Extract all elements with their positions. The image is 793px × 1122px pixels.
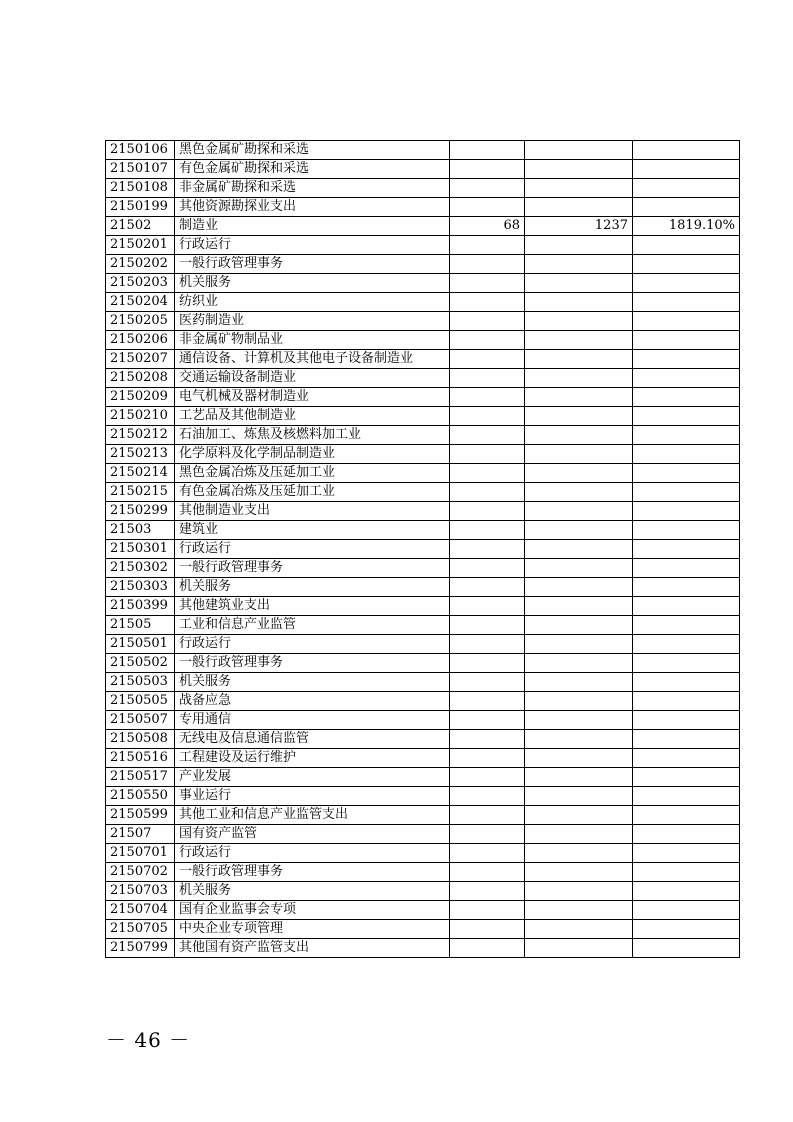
name-cell: 战备应急 (175, 692, 450, 711)
value-cell-1 (450, 407, 525, 426)
name-cell: 国有资产监管 (175, 825, 450, 844)
table-row (106, 141, 740, 160)
value-cell-2 (525, 312, 633, 331)
code-cell: 21503 (106, 521, 175, 540)
table-row (106, 711, 740, 730)
value-cell-3 (633, 179, 740, 198)
code-cell: 2150213 (106, 445, 175, 464)
table-row (106, 559, 740, 578)
code-cell: 2150205 (106, 312, 175, 331)
name-cell: 一般行政管理事务 (175, 654, 450, 673)
value-cell-3 (633, 730, 740, 749)
value-cell-3 (633, 369, 740, 388)
value-cell-2 (525, 559, 633, 578)
table-row (106, 483, 740, 502)
value-cell-1 (450, 882, 525, 901)
value-cell-2 (525, 483, 633, 502)
code-cell: 2150599 (106, 806, 175, 825)
table-row (106, 825, 740, 844)
name-cell: 通信设备、计算机及其他电子设备制造业 (175, 350, 450, 369)
value-cell-2 (525, 331, 633, 350)
value-cell-1 (450, 369, 525, 388)
value-cell-2 (525, 502, 633, 521)
value-cell-3 (633, 407, 740, 426)
name-cell: 纺织业 (175, 293, 450, 312)
table-row (106, 578, 740, 597)
code-cell: 2150210 (106, 407, 175, 426)
name-cell: 电气机械及器材制造业 (175, 388, 450, 407)
code-cell: 2150517 (106, 768, 175, 787)
value-cell-1 (450, 692, 525, 711)
value-cell-2 (525, 445, 633, 464)
value-cell-2 (525, 540, 633, 559)
table-row (106, 445, 740, 464)
name-cell: 机关服务 (175, 578, 450, 597)
code-cell: 2150301 (106, 540, 175, 559)
value-cell-2 (525, 198, 633, 217)
table-row (106, 806, 740, 825)
code-cell: 2150202 (106, 255, 175, 274)
table-row (106, 920, 740, 939)
value-cell-3 (633, 673, 740, 692)
value-cell-1 (450, 350, 525, 369)
code-cell: 2150516 (106, 749, 175, 768)
table-row (106, 540, 740, 559)
value-cell-1 (450, 388, 525, 407)
value-cell-2 (525, 749, 633, 768)
code-cell: 2150208 (106, 369, 175, 388)
code-cell: 2150302 (106, 559, 175, 578)
name-cell: 中央企业专项管理 (175, 920, 450, 939)
value-cell-2 (525, 863, 633, 882)
table-row (106, 692, 740, 711)
value-cell-2 (525, 825, 633, 844)
name-cell: 事业运行 (175, 787, 450, 806)
table-row (106, 350, 740, 369)
value-cell-2 (525, 578, 633, 597)
name-cell: 行政运行 (175, 844, 450, 863)
value-cell-3 (633, 293, 740, 312)
name-cell: 其他制造业支出 (175, 502, 450, 521)
table-row (106, 597, 740, 616)
value-cell-3 (633, 464, 740, 483)
page-number: － 46 － (106, 1028, 191, 1052)
value-cell-1 (450, 141, 525, 160)
value-cell-3 (633, 863, 740, 882)
table-row (106, 844, 740, 863)
value-cell-2 (525, 768, 633, 787)
table-row (106, 198, 740, 217)
table-row (106, 369, 740, 388)
value-cell-3 (633, 521, 740, 540)
value-cell-3 (633, 578, 740, 597)
table-row (106, 749, 740, 768)
value-cell-3 (633, 654, 740, 673)
value-cell-2 (525, 616, 633, 635)
value-cell-2 (525, 521, 633, 540)
code-cell: 2150107 (106, 160, 175, 179)
value-cell-3 (633, 540, 740, 559)
value-cell-3: 1819.10% (633, 217, 740, 236)
value-cell-3 (633, 711, 740, 730)
table-row (106, 464, 740, 483)
value-cell-3 (633, 806, 740, 825)
table-row (106, 217, 740, 236)
name-cell: 制造业 (175, 217, 450, 236)
name-cell: 有色金属矿勘探和采选 (175, 160, 450, 179)
code-cell: 2150503 (106, 673, 175, 692)
value-cell-3 (633, 331, 740, 350)
value-cell-1 (450, 787, 525, 806)
name-cell: 行政运行 (175, 540, 450, 559)
value-cell-3 (633, 844, 740, 863)
value-cell-2 (525, 407, 633, 426)
table-row (106, 388, 740, 407)
value-cell-1 (450, 559, 525, 578)
value-cell-3 (633, 312, 740, 331)
value-cell-1 (450, 730, 525, 749)
value-cell-3 (633, 939, 740, 958)
code-cell: 2150203 (106, 274, 175, 293)
value-cell-2 (525, 255, 633, 274)
code-cell: 2150204 (106, 293, 175, 312)
code-cell: 2150505 (106, 692, 175, 711)
value-cell-1 (450, 635, 525, 654)
value-cell-2 (525, 692, 633, 711)
code-cell: 2150299 (106, 502, 175, 521)
code-cell: 21505 (106, 616, 175, 635)
value-cell-3 (633, 502, 740, 521)
value-cell-1 (450, 160, 525, 179)
code-cell: 2150502 (106, 654, 175, 673)
value-cell-1 (450, 426, 525, 445)
value-cell-1 (450, 901, 525, 920)
table-row (106, 274, 740, 293)
code-cell: 2150799 (106, 939, 175, 958)
code-cell: 2150209 (106, 388, 175, 407)
value-cell-1 (450, 616, 525, 635)
code-cell: 21502 (106, 217, 175, 236)
name-cell: 产业发展 (175, 768, 450, 787)
value-cell-3 (633, 920, 740, 939)
value-cell-1 (450, 768, 525, 787)
table-row (106, 331, 740, 350)
value-cell-1 (450, 502, 525, 521)
value-cell-3 (633, 255, 740, 274)
code-cell: 2150215 (106, 483, 175, 502)
name-cell: 其他国有资产监管支出 (175, 939, 450, 958)
table-row (106, 293, 740, 312)
value-cell-1 (450, 673, 525, 692)
table-row (106, 179, 740, 198)
code-cell: 2150507 (106, 711, 175, 730)
value-cell-3 (633, 426, 740, 445)
code-cell: 2150303 (106, 578, 175, 597)
value-cell-1 (450, 464, 525, 483)
table-body (106, 141, 740, 958)
value-cell-2 (525, 806, 633, 825)
table-row (106, 787, 740, 806)
value-cell-3 (633, 901, 740, 920)
name-cell: 其他建筑业支出 (175, 597, 450, 616)
name-cell: 无线电及信息通信监管 (175, 730, 450, 749)
budget-table (105, 140, 740, 958)
value-cell-1 (450, 293, 525, 312)
value-cell-2 (525, 464, 633, 483)
value-cell-2 (525, 236, 633, 255)
code-cell: 2150703 (106, 882, 175, 901)
value-cell-2 (525, 293, 633, 312)
name-cell: 工程建设及运行维护 (175, 749, 450, 768)
value-cell-1 (450, 844, 525, 863)
table-row (106, 730, 740, 749)
value-cell-2 (525, 369, 633, 388)
value-cell-1 (450, 331, 525, 350)
name-cell: 行政运行 (175, 635, 450, 654)
value-cell-2 (525, 635, 633, 654)
table-row (106, 635, 740, 654)
value-cell-1 (450, 806, 525, 825)
value-cell-1 (450, 597, 525, 616)
table-row (106, 901, 740, 920)
value-cell-3 (633, 198, 740, 217)
code-cell: 2150212 (106, 426, 175, 445)
value-cell-3 (633, 445, 740, 464)
name-cell: 非金属矿物制品业 (175, 331, 450, 350)
code-cell: 2150508 (106, 730, 175, 749)
value-cell-2 (525, 844, 633, 863)
table-row (106, 768, 740, 787)
value-cell-1 (450, 274, 525, 293)
value-cell-2 (525, 388, 633, 407)
value-cell-1 (450, 863, 525, 882)
name-cell: 行政运行 (175, 236, 450, 255)
name-cell: 一般行政管理事务 (175, 255, 450, 274)
value-cell-1: 68 (450, 217, 525, 236)
code-cell: 2150705 (106, 920, 175, 939)
value-cell-1 (450, 578, 525, 597)
value-cell-2 (525, 730, 633, 749)
name-cell: 机关服务 (175, 274, 450, 293)
code-cell: 2150108 (106, 179, 175, 198)
value-cell-1 (450, 445, 525, 464)
value-cell-3 (633, 141, 740, 160)
name-cell: 其他资源勘探业支出 (175, 198, 450, 217)
value-cell-1 (450, 920, 525, 939)
value-cell-2 (525, 160, 633, 179)
table-row (106, 939, 740, 958)
name-cell: 非金属矿勘探和采选 (175, 179, 450, 198)
value-cell-3 (633, 692, 740, 711)
name-cell: 机关服务 (175, 673, 450, 692)
value-cell-2 (525, 274, 633, 293)
value-cell-3 (633, 749, 740, 768)
value-cell-3 (633, 559, 740, 578)
value-cell-1 (450, 711, 525, 730)
name-cell: 工业和信息产业监管 (175, 616, 450, 635)
code-cell: 2150702 (106, 863, 175, 882)
value-cell-3 (633, 483, 740, 502)
value-cell-3 (633, 787, 740, 806)
table-row (106, 863, 740, 882)
value-cell-3 (633, 635, 740, 654)
table-row (106, 312, 740, 331)
table-row (106, 673, 740, 692)
table-row (106, 236, 740, 255)
value-cell-3 (633, 768, 740, 787)
code-cell: 2150201 (106, 236, 175, 255)
code-cell: 2150399 (106, 597, 175, 616)
name-cell: 交通运输设备制造业 (175, 369, 450, 388)
table-row (106, 654, 740, 673)
code-cell: 2150214 (106, 464, 175, 483)
table-row (106, 502, 740, 521)
value-cell-2 (525, 711, 633, 730)
name-cell: 化学原料及化学制品制造业 (175, 445, 450, 464)
value-cell-3 (633, 616, 740, 635)
value-cell-1 (450, 749, 525, 768)
value-cell-2 (525, 939, 633, 958)
value-cell-1 (450, 483, 525, 502)
table-row (106, 426, 740, 445)
value-cell-3 (633, 825, 740, 844)
value-cell-3 (633, 882, 740, 901)
value-cell-1 (450, 236, 525, 255)
value-cell-3 (633, 274, 740, 293)
value-cell-2 (525, 141, 633, 160)
value-cell-1 (450, 825, 525, 844)
value-cell-2 (525, 350, 633, 369)
name-cell: 一般行政管理事务 (175, 559, 450, 578)
table-row (106, 882, 740, 901)
name-cell: 一般行政管理事务 (175, 863, 450, 882)
value-cell-2 (525, 673, 633, 692)
value-cell-2 (525, 179, 633, 198)
name-cell: 石油加工、炼焦及核燃料加工业 (175, 426, 450, 445)
code-cell: 2150199 (106, 198, 175, 217)
value-cell-2: 1237 (525, 217, 633, 236)
value-cell-2 (525, 787, 633, 806)
code-cell: 2150207 (106, 350, 175, 369)
name-cell: 医药制造业 (175, 312, 450, 331)
name-cell: 机关服务 (175, 882, 450, 901)
name-cell: 专用通信 (175, 711, 450, 730)
name-cell: 黑色金属冶炼及压延加工业 (175, 464, 450, 483)
table-row (106, 521, 740, 540)
value-cell-2 (525, 426, 633, 445)
code-cell: 2150106 (106, 141, 175, 160)
code-cell: 21507 (106, 825, 175, 844)
code-cell: 2150550 (106, 787, 175, 806)
code-cell: 2150701 (106, 844, 175, 863)
value-cell-1 (450, 255, 525, 274)
value-cell-3 (633, 160, 740, 179)
code-cell: 2150501 (106, 635, 175, 654)
value-cell-3 (633, 350, 740, 369)
value-cell-3 (633, 597, 740, 616)
value-cell-3 (633, 236, 740, 255)
name-cell: 工艺品及其他制造业 (175, 407, 450, 426)
table-row (106, 255, 740, 274)
value-cell-1 (450, 179, 525, 198)
value-cell-1 (450, 540, 525, 559)
value-cell-3 (633, 388, 740, 407)
table-row (106, 160, 740, 179)
name-cell: 国有企业监事会专项 (175, 901, 450, 920)
value-cell-1 (450, 312, 525, 331)
name-cell: 建筑业 (175, 521, 450, 540)
value-cell-1 (450, 939, 525, 958)
code-cell: 2150206 (106, 331, 175, 350)
value-cell-2 (525, 882, 633, 901)
value-cell-2 (525, 597, 633, 616)
value-cell-2 (525, 901, 633, 920)
table-row (106, 616, 740, 635)
value-cell-1 (450, 521, 525, 540)
name-cell: 有色金属冶炼及压延加工业 (175, 483, 450, 502)
value-cell-1 (450, 654, 525, 673)
name-cell: 黑色金属矿勘探和采选 (175, 141, 450, 160)
value-cell-2 (525, 920, 633, 939)
value-cell-2 (525, 654, 633, 673)
value-cell-1 (450, 198, 525, 217)
code-cell: 2150704 (106, 901, 175, 920)
name-cell: 其他工业和信息产业监管支出 (175, 806, 450, 825)
table-row (106, 407, 740, 426)
